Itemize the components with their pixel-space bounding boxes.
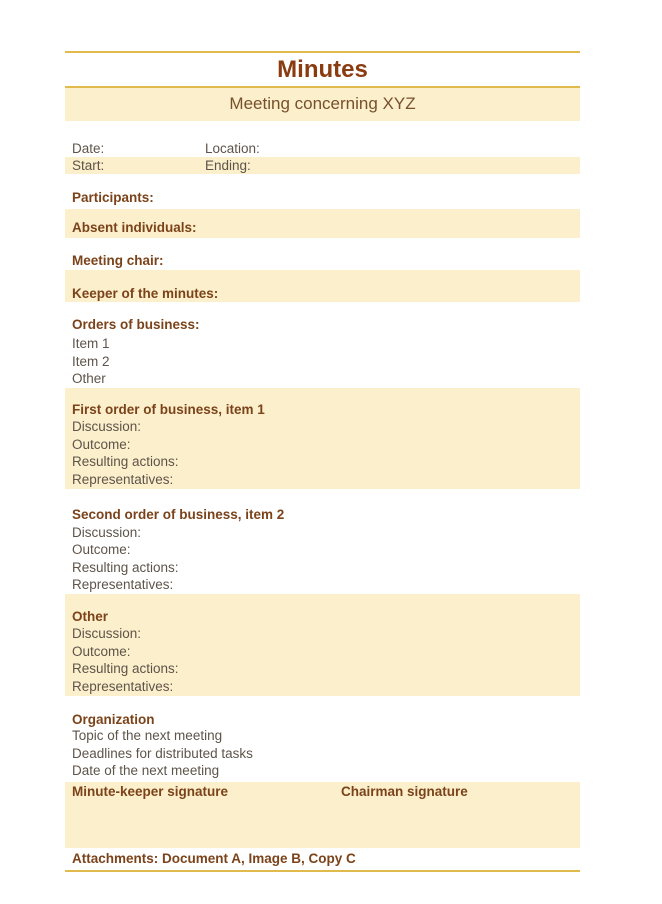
minutes-document (65, 0, 580, 872)
second-order-heading: Second order of business, item 2 (72, 507, 285, 522)
discussion-label: Discussion: (72, 626, 142, 641)
date-label: Date: (72, 141, 105, 156)
minutes-keeper-band (65, 270, 580, 302)
participants-label: Participants: (72, 190, 154, 205)
resulting-actions-label: Resulting actions: (72, 454, 179, 469)
absent-individuals-band (65, 209, 580, 238)
organization-heading: Organization (72, 712, 155, 727)
minutes-keeper-label: Keeper of the minutes: (72, 286, 219, 301)
representatives-label: Representatives: (72, 678, 174, 694)
next-meeting-topic-line: Topic of the next meeting (72, 728, 223, 743)
resulting-actions-label: Resulting actions: (72, 661, 179, 676)
first-order-heading: First order of business, item 1 (72, 401, 265, 417)
representatives-label: Representatives: (72, 577, 174, 592)
ending-label: Ending: (205, 158, 251, 173)
page-title: Minutes (277, 56, 368, 83)
subtitle-band (65, 86, 580, 121)
discussion-label: Discussion: (72, 524, 142, 540)
next-meeting-date-line: Date of the next meeting (72, 763, 220, 778)
outcome-label: Outcome: (72, 643, 131, 659)
order-item: Item 2 (72, 353, 110, 369)
second-order-section (65, 489, 580, 594)
order-item: Item 1 (72, 336, 110, 351)
meeting-subject: Meeting concerning XYZ (229, 94, 416, 113)
meeting-chair-label: Meeting chair: (72, 253, 164, 268)
first-order-section (65, 388, 580, 490)
deadlines-line: Deadlines for distributed tasks (72, 745, 253, 761)
discussion-label: Discussion: (72, 419, 142, 434)
signature-section (65, 782, 580, 848)
order-item: Other (72, 371, 106, 386)
location-label: Location: (205, 141, 260, 156)
spacer (65, 121, 580, 140)
start-label: Start: (72, 158, 105, 173)
absent-individuals-label: Absent individuals: (72, 220, 197, 235)
orders-of-business-heading: Orders of business: (72, 317, 200, 332)
outcome-label: Outcome: (72, 436, 131, 452)
date-location-row (65, 140, 580, 157)
resulting-actions-label: Resulting actions: (72, 559, 179, 575)
organization-section (65, 696, 580, 780)
other-order-heading: Other (72, 608, 109, 624)
representatives-label: Representatives: (72, 471, 174, 487)
minute-keeper-signature-label: Minute-keeper signature (72, 783, 229, 799)
outcome-label: Outcome: (72, 542, 131, 557)
attachments-line: Attachments: Document A, Image B, Copy C (65, 851, 580, 872)
other-order-section (65, 594, 580, 697)
orders-of-business-list (65, 335, 580, 388)
start-ending-row (65, 157, 580, 174)
chairman-signature-label: Chairman signature (341, 783, 468, 799)
